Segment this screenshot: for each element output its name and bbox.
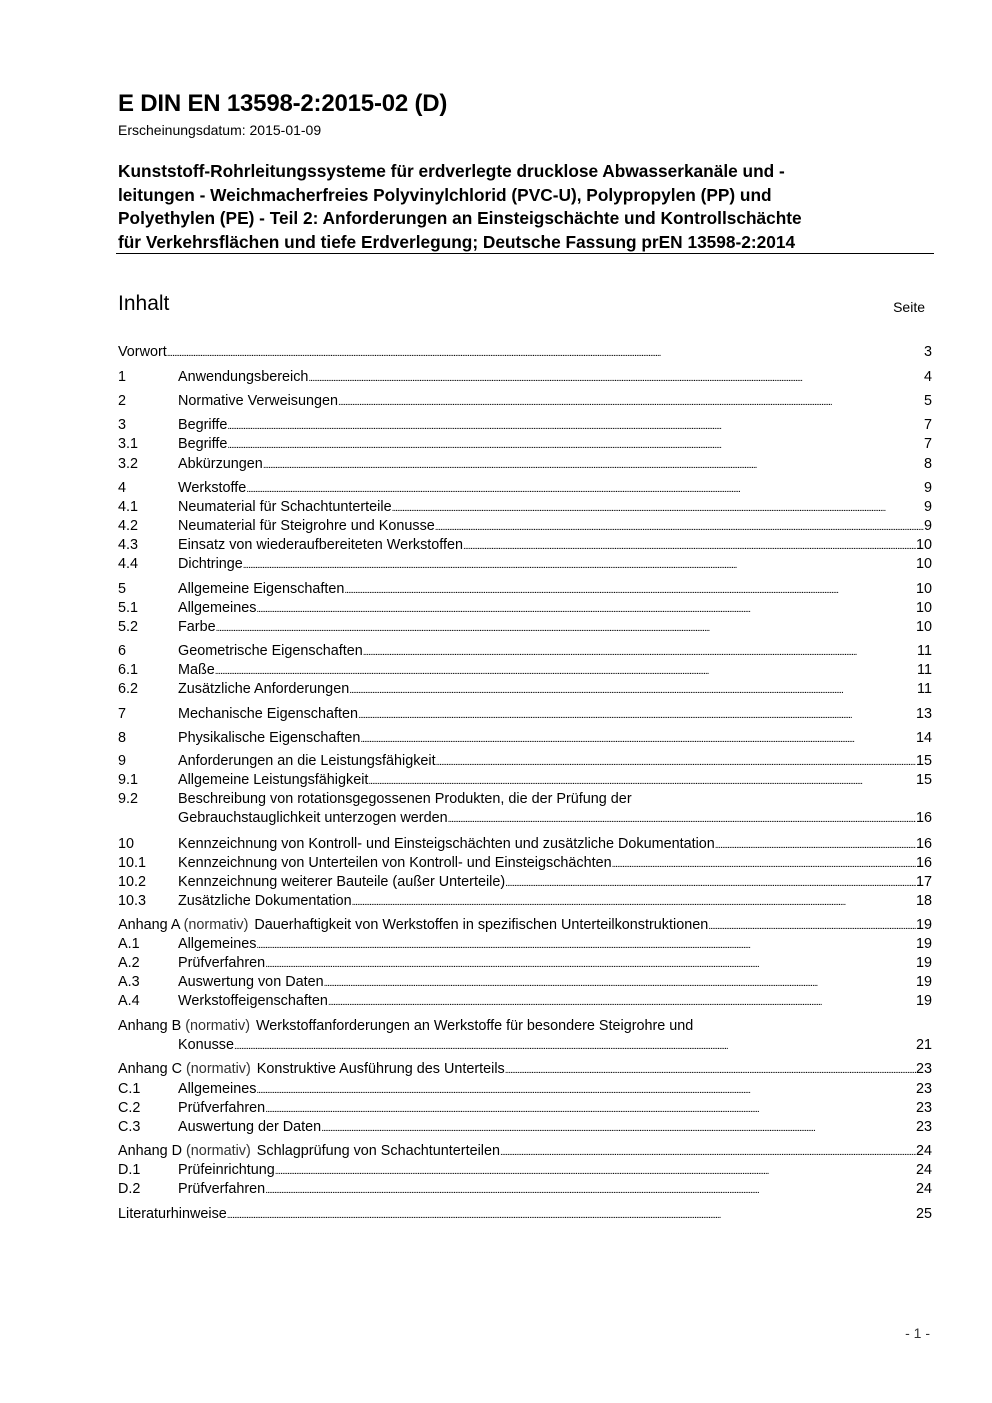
toc-entry-title: Mechanische Eigenschaften [178, 706, 358, 722]
toc-entry-title: Abkürzungen [178, 456, 263, 472]
page-number: - 1 - [905, 1325, 930, 1341]
toc-entry[interactable] [118, 392, 932, 411]
toc-entry-title: Konstruktive Ausführung des Unterteils [256, 1061, 505, 1077]
toc-entry[interactable] [118, 1080, 932, 1099]
toc-entry-title: Kennzeichnung von Unterteilen von Kontroll- und Einsteigschächten [178, 855, 612, 871]
toc-entry-page: 11 [917, 681, 932, 697]
toc-entry-number: D.1 [118, 1162, 141, 1178]
leader-dots [234, 1036, 916, 1056]
leader-dots [358, 705, 916, 725]
toc-entry-page: 9 [923, 480, 932, 496]
toc-entry-number: D.2 [118, 1181, 141, 1197]
toc-entry[interactable] [118, 1099, 932, 1118]
leader-dots [265, 1180, 916, 1200]
toc-entry-title: Schlagprüfung von Schachtunterteilen [256, 1143, 500, 1159]
toc-entry-number: 2 [118, 393, 127, 409]
toc-entry-title: Literaturhinweise [118, 1206, 227, 1222]
leader-dots [227, 416, 924, 436]
title-line: Polyethylen (PE) - Teil 2: Anforderungen an Einsteigschächte und Kontrollschächte [118, 208, 802, 228]
toc-entry[interactable] [118, 729, 932, 748]
toc-entry-number: 5.2 [118, 619, 139, 635]
leader-dots [227, 435, 924, 455]
toc-entry-page: 19 [915, 993, 932, 1009]
leader-dots [500, 1142, 916, 1162]
leader-dots [436, 752, 916, 772]
toc-entry-page: 3 [923, 344, 932, 360]
leader-dots [368, 771, 916, 791]
toc-entry[interactable] [118, 1161, 932, 1180]
toc-entry-page: 7 [923, 417, 932, 433]
toc-annex-label [118, 916, 708, 935]
toc-entry[interactable] [118, 790, 932, 809]
leader-dots [363, 642, 917, 662]
toc-entry[interactable] [118, 416, 932, 435]
toc-entry[interactable] [118, 916, 932, 935]
toc-entry-page: 23 [915, 1061, 932, 1077]
annex-kind: (normativ) [186, 1143, 251, 1159]
leader-dots [463, 536, 916, 556]
leader-dots [275, 1161, 916, 1181]
leader-dots [338, 392, 924, 412]
toc-entry-number: 4.2 [118, 518, 139, 534]
toc-entry-title: Dichtringe [178, 556, 243, 572]
toc-entry[interactable] [118, 1205, 932, 1224]
toc-entry-page: 10 [915, 537, 932, 553]
toc-entry-page: 9 [923, 499, 932, 515]
toc-entry[interactable] [118, 680, 932, 699]
toc-entry-title: Allgemeines [178, 600, 257, 616]
document-id: E DIN EN 13598-2:2015-02 (D) [118, 90, 448, 117]
toc-entry-title: Geometrische Eigenschaften [178, 643, 363, 659]
toc-entry-page: 17 [915, 874, 932, 890]
toc-entry-page: 16 [915, 836, 932, 852]
toc-entry-number: 10 [118, 836, 135, 852]
toc-entry-title: Allgemeines [178, 1081, 257, 1097]
leader-dots [215, 661, 917, 681]
leader-dots [216, 618, 916, 638]
toc-entry[interactable] [118, 1118, 932, 1137]
toc-entry-page: 19 [915, 955, 932, 971]
toc-page-label: Seite [893, 299, 925, 315]
leader-dots [265, 954, 916, 974]
toc-entry-title: Anforderungen an die Leistungsfähigkeit [178, 753, 436, 769]
toc-entry-page: 18 [915, 893, 932, 909]
publication-date: Erscheinungsdatum: 2015-01-09 [118, 122, 322, 138]
toc-entry[interactable] [118, 498, 932, 517]
toc-entry[interactable] [118, 705, 932, 724]
leader-dots [360, 729, 916, 749]
toc-entry-number: C.3 [118, 1119, 141, 1135]
toc-entry[interactable] [118, 873, 932, 892]
toc-entry-page: 14 [915, 730, 932, 746]
toc-entry[interactable] [118, 536, 932, 555]
toc-entry-title: Prüfverfahren [178, 1181, 266, 1197]
leader-dots [328, 992, 916, 1012]
toc-entry-number: 5 [118, 581, 127, 597]
leader-dots [265, 1099, 916, 1119]
toc-entry[interactable] [118, 752, 932, 771]
toc-entry-page: 10 [915, 619, 932, 635]
toc-entry[interactable] [118, 892, 932, 911]
toc-entry-page: 9 [923, 518, 932, 534]
toc-entry-number: 6.1 [118, 662, 139, 678]
toc-entry[interactable] [118, 854, 932, 873]
toc-entry-page: 8 [923, 456, 932, 472]
toc-entry-page: 25 [915, 1206, 932, 1222]
toc-entry-title: Allgemeines [178, 936, 257, 952]
toc-entry-number: 8 [118, 730, 127, 746]
toc-entry-page: 24 [915, 1162, 932, 1178]
toc-entry-title: Werkstoffanforderungen an Werkstoffe für besondere Steigrohre und [255, 1018, 694, 1034]
toc-entry-title: Beschreibung von rotationsgegossenen Produkten, die der Prüfung der [178, 791, 632, 807]
toc-entry[interactable] [118, 1180, 932, 1199]
toc-entry[interactable] [118, 992, 932, 1011]
toc-entry-page: 10 [915, 556, 932, 572]
leader-dots [321, 1118, 916, 1138]
toc-entry-title: Auswertung der Daten [178, 1119, 322, 1135]
toc-entry-page: 7 [923, 436, 932, 452]
toc-entry-title-continued: Konusse [178, 1037, 235, 1053]
toc-entry-page: 11 [917, 662, 932, 678]
toc-entry-page: 24 [915, 1143, 932, 1159]
toc-annex-label [118, 1060, 505, 1079]
toc-entry-number: 3 [118, 417, 127, 433]
toc-entry-number: 4.4 [118, 556, 139, 572]
toc-entry-page: 16 [915, 855, 932, 871]
toc-entry-title: Farbe [178, 619, 216, 635]
toc-entry-page: 4 [923, 369, 932, 385]
toc-entry-title: Zusätzliche Anforderungen [178, 681, 350, 697]
toc-entry-page: 13 [915, 706, 932, 722]
toc-entry-page: 24 [915, 1181, 932, 1197]
leader-dots [324, 973, 916, 993]
toc-entry[interactable] [118, 517, 932, 536]
toc-entry-title: Zusätzliche Dokumentation [178, 893, 352, 909]
toc-entry-title: Begriffe [178, 417, 228, 433]
toc-entry-continuation[interactable] [118, 809, 932, 828]
toc-entry-number: 10.1 [118, 855, 147, 871]
toc-entry[interactable] [118, 661, 932, 680]
toc-entry-number: C.1 [118, 1081, 141, 1097]
toc-entry-number: 6.2 [118, 681, 139, 697]
toc-entry-title: Allgemeine Leistungsfähigkeit [178, 772, 369, 788]
toc-entry-title: Maße [178, 662, 215, 678]
toc-entry-page: 19 [915, 917, 932, 933]
toc-entry-page: 5 [923, 393, 932, 409]
toc-entry-number: A.2 [118, 955, 140, 971]
toc-entry-title: Neumaterial für Schachtunterteile [178, 499, 392, 515]
title-line: Kunststoff-Rohrleitungssysteme für erdverlegte drucklose Abwasserkanäle und - [118, 161, 785, 181]
toc-entry[interactable] [118, 973, 932, 992]
toc-entry-number: 6 [118, 643, 127, 659]
toc-entry-number: 9 [118, 753, 127, 769]
toc-entry-number: C.2 [118, 1100, 141, 1116]
toc-entry-title: Prüfeinrichtung [178, 1162, 275, 1178]
toc-entry-page: 21 [915, 1037, 932, 1053]
annex-kind: (normativ) [186, 1061, 251, 1077]
toc-entry[interactable] [118, 580, 932, 599]
toc-entry-title: Prüfverfahren [178, 955, 266, 971]
toc-entry-number: 5.1 [118, 600, 139, 616]
toc-entry[interactable] [118, 599, 932, 618]
leader-dots [308, 368, 924, 388]
toc-entry-page: 16 [915, 810, 932, 826]
toc-entry-page: 15 [915, 772, 932, 788]
toc-entry-title: Physikalische Eigenschaften [178, 730, 361, 746]
leader-dots [256, 1080, 916, 1100]
toc-entry-page: 23 [915, 1100, 932, 1116]
leader-dots [435, 517, 924, 537]
toc-entry-title: Auswertung von Daten [178, 974, 324, 990]
toc-entry[interactable] [118, 935, 932, 954]
toc-entry-title-continued: Gebrauchstauglichkeit unterzogen werden [178, 810, 448, 826]
toc-entry-number: 1 [118, 369, 127, 385]
leader-dots [708, 916, 916, 936]
toc-entry-page: 10 [915, 581, 932, 597]
toc-entry-title: Normative Verweisungen [178, 393, 338, 409]
toc-entry-number: 7 [118, 706, 127, 722]
toc-entry-page: 10 [915, 600, 932, 616]
toc-entry-number: 4 [118, 480, 127, 496]
title-line: für Verkehrsflächen und tiefe Erdverlegung; Deutsche Fassung prEN 13598-2:2014 [118, 231, 796, 252]
toc-entry[interactable] [118, 1017, 932, 1036]
toc-entry[interactable] [118, 618, 932, 637]
toc-entry-number: 3.2 [118, 456, 139, 472]
toc-entry[interactable] [118, 835, 932, 854]
toc-entry[interactable] [118, 555, 932, 574]
leader-dots [256, 935, 916, 955]
leader-dots [344, 580, 916, 600]
leader-dots [392, 498, 924, 518]
toc-entry-number: A.4 [118, 993, 140, 1009]
toc-entry-number: 3.1 [118, 436, 139, 452]
toc-entry[interactable] [118, 455, 932, 474]
toc-heading: Inhalt [118, 292, 170, 315]
toc-annex-label [118, 1017, 693, 1036]
toc-entry[interactable] [118, 343, 932, 362]
toc-entry-title: Werkstoffe [178, 480, 247, 496]
toc-entry-continuation[interactable] [118, 1036, 932, 1055]
toc-entry[interactable] [118, 479, 932, 498]
annex-id: Anhang D [118, 1143, 183, 1159]
annex-kind: (normativ) [185, 1018, 250, 1034]
leader-dots [256, 599, 916, 619]
toc-entry-title: Allgemeine Eigenschaften [178, 581, 345, 597]
toc-entry[interactable] [118, 1142, 932, 1161]
title-divider [116, 253, 934, 254]
leader-dots [243, 555, 916, 575]
toc-entry-title: Begriffe [178, 436, 228, 452]
toc-entry-page: 19 [915, 974, 932, 990]
toc-entry-number: 4.1 [118, 499, 139, 515]
annex-id: Anhang B [118, 1018, 182, 1034]
toc-entry-number: 10.2 [118, 874, 147, 890]
toc-entry-title: Werkstoffeigenschaften [178, 993, 328, 1009]
leader-dots [227, 1205, 916, 1225]
leader-dots [263, 455, 924, 475]
toc-entry-title: Einsatz von wiederaufbereiteten Werkstoffen [178, 537, 464, 553]
annex-id: Anhang C [118, 1061, 183, 1077]
toc-entry-title: Prüfverfahren [178, 1100, 266, 1116]
leader-dots [246, 479, 924, 499]
leader-dots [448, 809, 916, 829]
toc-entry[interactable] [118, 435, 932, 454]
toc-entry-number: A.3 [118, 974, 140, 990]
toc-entry[interactable] [118, 642, 932, 661]
toc-entry-title: Anwendungsbereich [178, 369, 309, 385]
toc-entry-number: 9.2 [118, 791, 139, 807]
document-title [118, 160, 938, 254]
toc-entry[interactable] [118, 368, 932, 387]
leader-dots [349, 680, 917, 700]
toc-entry-title: Kennzeichnung weiterer Bauteile (außer Unterteile) [178, 874, 506, 890]
toc-entry[interactable] [118, 954, 932, 973]
toc-entry-number: A.1 [118, 936, 140, 952]
toc-entry-page: 23 [915, 1119, 932, 1135]
toc-entry[interactable] [118, 771, 932, 790]
toc-entry-title: Kennzeichnung von Kontroll- und Einsteigschächten und zusätzliche Dokumentation [178, 836, 715, 852]
toc-entry-title: Neumaterial für Steigrohre und Konusse [178, 518, 435, 534]
toc-entry[interactable] [118, 1060, 932, 1079]
toc-entry-title: Dauerhaftigkeit von Werkstoffen in spezifischen Unterteilkonstruktionen [254, 917, 709, 933]
annex-kind: (normativ) [183, 917, 249, 933]
leader-dots [715, 835, 916, 855]
annex-id: Anhang A [118, 917, 180, 933]
title-line: leitungen - Weichmacherfreies Polyvinylchlorid (PVC-U), Polypropylen (PP) und [118, 184, 772, 205]
toc-entry-page: 15 [915, 753, 932, 769]
toc-entry-title: Vorwort [118, 344, 167, 360]
toc-annex-label [118, 1142, 500, 1161]
leader-dots [352, 892, 916, 912]
leader-dots [167, 343, 924, 363]
toc-entry-number: 4.3 [118, 537, 139, 553]
toc-entry-number: 9.1 [118, 772, 139, 788]
toc-entry-page: 11 [917, 643, 932, 659]
leader-dots [505, 1060, 916, 1080]
toc-entry-page: 23 [915, 1081, 932, 1097]
leader-dots [612, 854, 916, 874]
toc-entry-number: 10.3 [118, 893, 147, 909]
leader-dots [505, 873, 916, 893]
toc-entry-page: 19 [915, 936, 932, 952]
